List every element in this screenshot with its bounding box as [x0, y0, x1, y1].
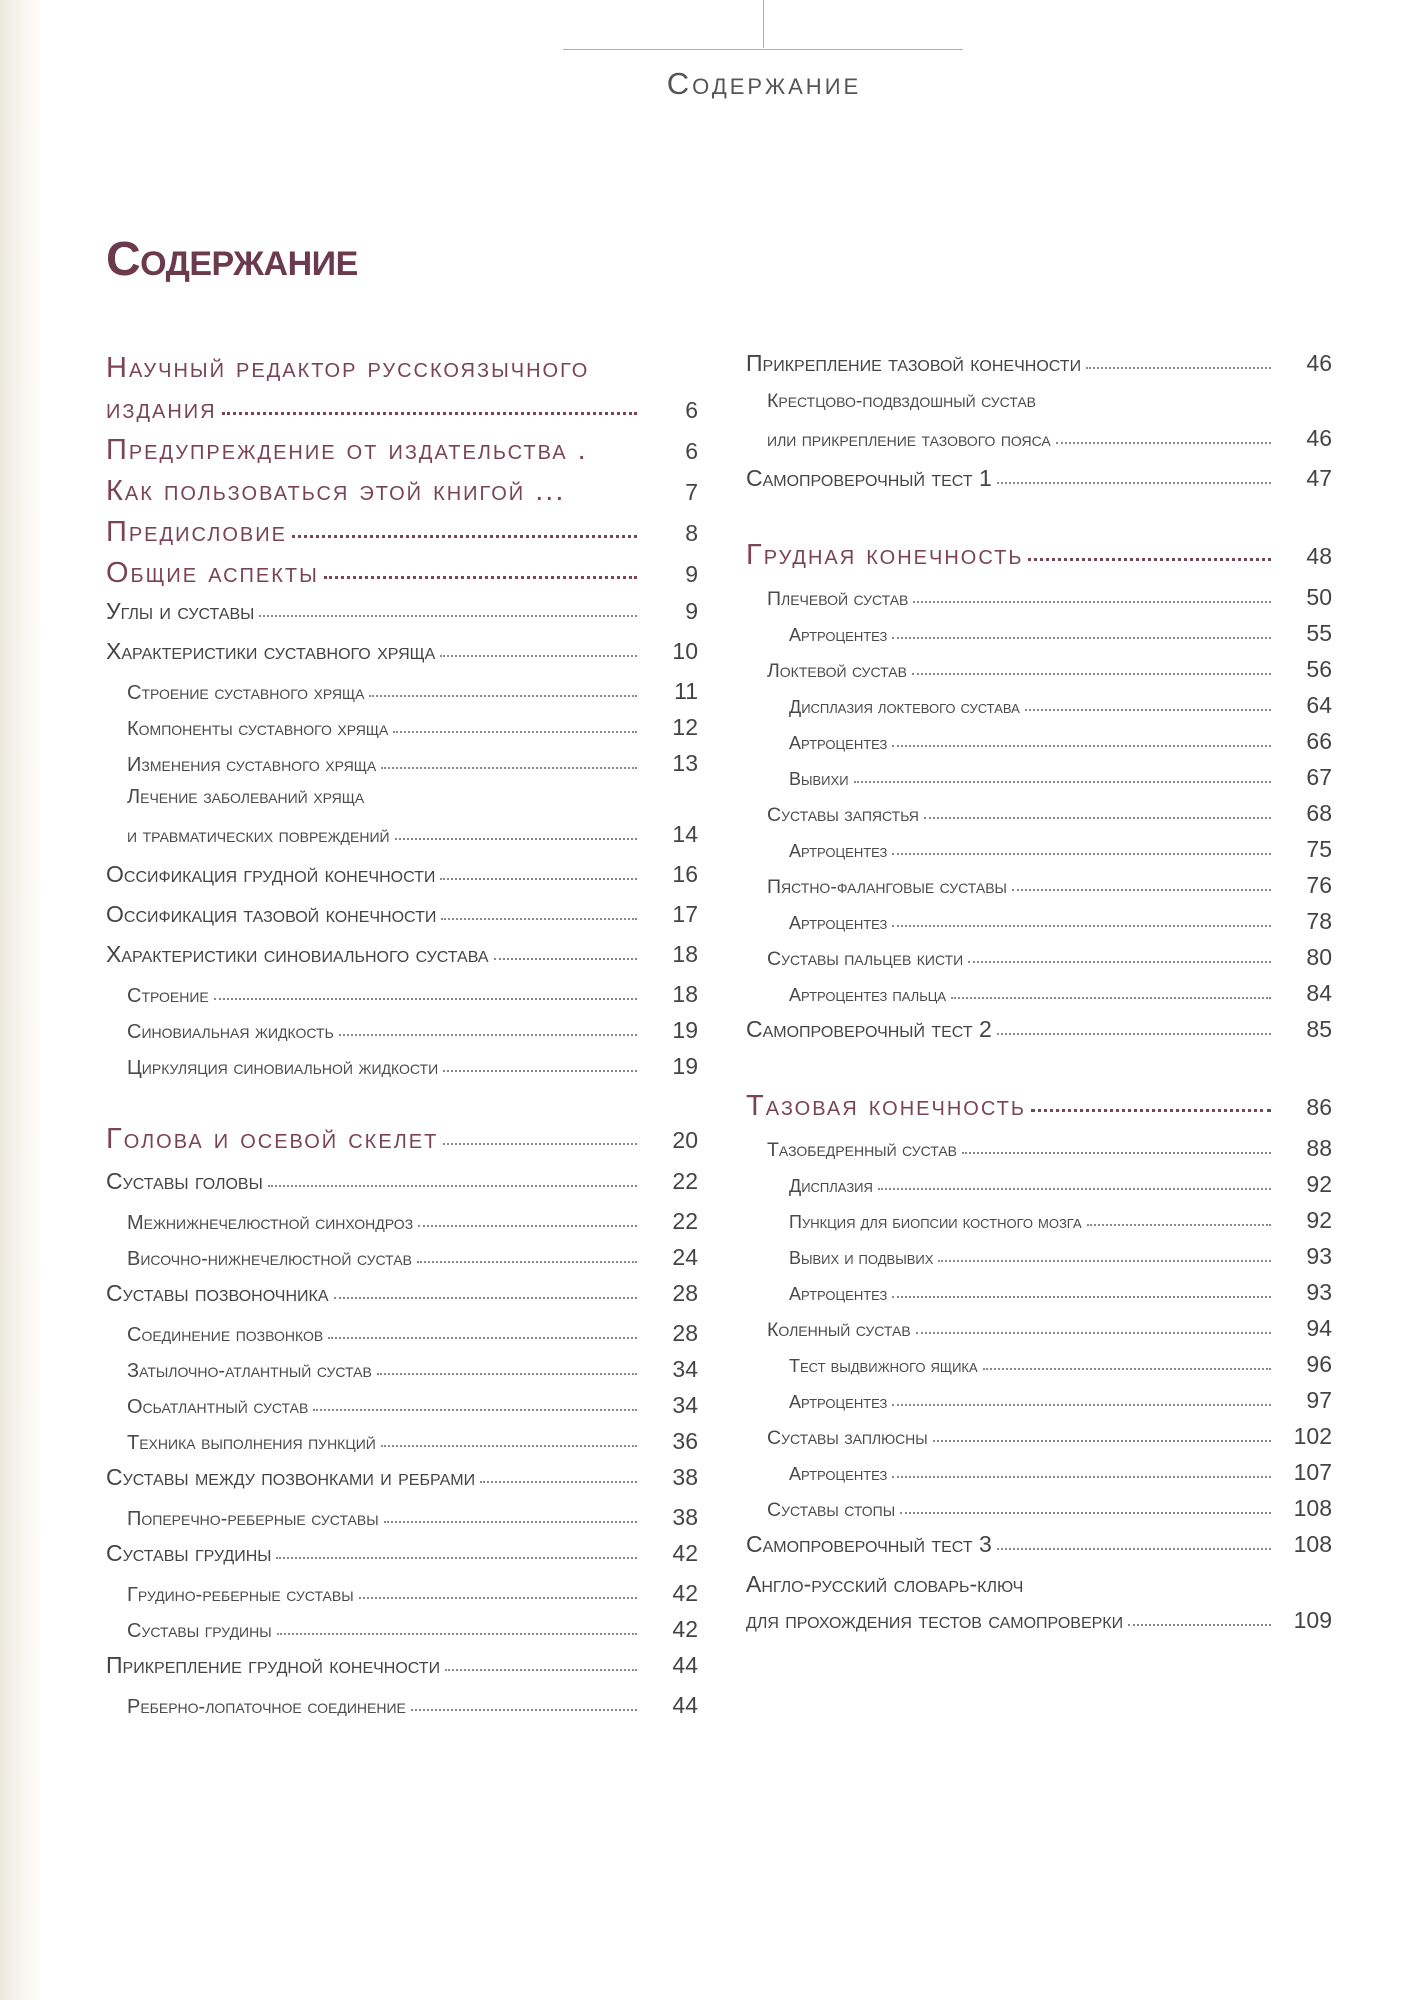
toc-entry-title: Артроцентез пальца — [789, 985, 947, 1005]
toc-page-number: 34 — [672, 1392, 698, 1418]
section-gap — [746, 505, 1332, 539]
toc-entry-title: Суставы позвоночника — [106, 1280, 329, 1306]
leader-dots — [411, 1704, 637, 1711]
leader-dots — [938, 1256, 1271, 1263]
toc-entry-title: Синовиальная жидкость — [127, 1021, 334, 1043]
toc-entry-title: Затылочно-атлантный сустав — [127, 1360, 372, 1382]
toc-page-number: 22 — [672, 1208, 698, 1234]
toc-entry-general-aspects[interactable] — [106, 557, 698, 598]
toc-entry-title: Соединение позвонков — [127, 1324, 324, 1346]
toc-page-number: 86 — [1306, 1094, 1332, 1120]
toc-entry[interactable] — [746, 1279, 1332, 1315]
leader-dots — [292, 528, 637, 538]
leader-dots — [933, 1435, 1271, 1442]
toc-entry[interactable] — [106, 1244, 698, 1280]
toc-entry-title: Самопроверочный тест 2 — [746, 1016, 992, 1042]
toc-entry[interactable] — [106, 750, 698, 786]
leader-dots — [369, 690, 637, 697]
toc-page-number: 44 — [672, 1652, 698, 1678]
toc-page-number: 68 — [1306, 800, 1332, 826]
toc-entry-title: Суставы стопы — [767, 1499, 896, 1521]
toc-entry[interactable] — [746, 1135, 1332, 1171]
toc-page-number: 42 — [672, 1540, 698, 1566]
toc-page-number: 44 — [672, 1692, 698, 1718]
toc-entry-title: Углы и суставы — [106, 598, 255, 624]
toc-entry[interactable] — [746, 656, 1332, 692]
toc-entry-glossary[interactable] — [746, 1571, 1332, 1647]
toc-entry[interactable] — [746, 944, 1332, 980]
toc-entry[interactable] — [106, 1053, 698, 1089]
toc-entry[interactable] — [106, 1652, 698, 1692]
toc-entry[interactable] — [746, 1495, 1332, 1531]
leader-dots — [440, 872, 637, 880]
toc-entry[interactable] — [106, 1616, 698, 1652]
toc-entry-title: Предупреждение от издательства . — [106, 434, 588, 466]
toc-page-number: 46 — [1306, 350, 1332, 376]
leader-dots — [593, 449, 637, 456]
toc-page-number: 19 — [672, 1053, 698, 1079]
toc-page-number: 22 — [672, 1168, 698, 1194]
toc-entry[interactable] — [746, 728, 1332, 764]
toc-entry[interactable] — [106, 981, 698, 1017]
toc-entry[interactable] — [746, 1423, 1332, 1459]
toc-page-number: 42 — [672, 1616, 698, 1642]
toc-entry[interactable] — [746, 1315, 1332, 1351]
toc-entry[interactable] — [746, 692, 1332, 728]
leader-dots — [878, 1184, 1271, 1191]
toc-entry-title: Техника выполнения пункций — [127, 1432, 376, 1454]
leader-dots — [1128, 1618, 1271, 1626]
toc-entry-title-line2: или прикрепление тазового пояса — [767, 429, 1051, 451]
toc-entry-title: Тест выдвижного ящика — [789, 1356, 978, 1376]
leader-dots — [1012, 884, 1271, 891]
leader-dots — [900, 1507, 1271, 1514]
toc-entry[interactable] — [106, 1320, 698, 1356]
leader-dots — [892, 741, 1271, 748]
toc-page-number: 6 — [685, 397, 698, 423]
toc-entry[interactable] — [106, 1692, 698, 1728]
toc-entry[interactable] — [106, 786, 698, 861]
toc-entry[interactable] — [746, 764, 1332, 800]
leader-dots — [313, 1404, 637, 1411]
toc-page-number: 92 — [1306, 1207, 1332, 1233]
toc-entry[interactable] — [106, 1356, 698, 1392]
toc-entry-title: Суставы грудины — [106, 1540, 272, 1566]
toc-entry-title: Оссификация грудной конечности — [106, 861, 436, 887]
toc-page-number: 64 — [1306, 692, 1332, 718]
leader-dots — [983, 1364, 1271, 1371]
toc-entry[interactable] — [746, 1351, 1332, 1387]
leader-dots — [892, 1292, 1271, 1299]
leader-dots — [480, 1475, 637, 1483]
toc-page-number: 102 — [1293, 1423, 1332, 1449]
page-title: Содержание — [106, 233, 358, 286]
toc-entry[interactable] — [746, 800, 1332, 836]
toc-entry-title: Осьатлантный сустав — [127, 1396, 309, 1418]
toc-page-number: 7 — [685, 479, 698, 505]
leader-dots — [277, 1628, 637, 1635]
toc-entry[interactable] — [106, 1464, 698, 1504]
toc-page-number: 13 — [672, 750, 698, 776]
toc-entry-title: Артроцентез — [789, 913, 888, 933]
leader-dots — [268, 1179, 637, 1187]
toc-page-number: 36 — [672, 1428, 698, 1454]
toc-entry[interactable] — [746, 1459, 1332, 1495]
toc-page-number: 16 — [672, 861, 698, 887]
leader-dots — [395, 833, 637, 840]
toc-page-number: 9 — [685, 598, 698, 624]
toc-entry-title: Суставы заплюсны — [767, 1427, 928, 1449]
toc-entry-how-to-use[interactable] — [106, 475, 698, 516]
toc-entry[interactable] — [746, 1531, 1332, 1571]
toc-entry-title: Прикрепление тазовой конечности — [746, 350, 1082, 376]
leader-dots — [445, 1663, 637, 1671]
toc-entry[interactable] — [106, 1208, 698, 1244]
leader-dots — [892, 921, 1271, 928]
toc-entry[interactable] — [746, 465, 1332, 505]
header-horizontal-rule — [563, 49, 963, 50]
toc-entry-title: Плечевой сустав — [767, 588, 909, 610]
page-gutter-shadow — [0, 0, 42, 2000]
toc-entry[interactable] — [106, 861, 698, 901]
toc-page-number: 18 — [672, 941, 698, 967]
toc-page-number: 107 — [1293, 1459, 1332, 1485]
toc-entry-title: Характеристики суставного хряща — [106, 638, 436, 664]
toc-entry-title: Реберно-лопаточное соединение — [127, 1696, 406, 1718]
toc-entry[interactable] — [106, 1017, 698, 1053]
toc-entry[interactable] — [746, 872, 1332, 908]
toc-page-number: 109 — [1293, 1607, 1332, 1633]
toc-section-head-axial[interactable] — [106, 1123, 698, 1168]
toc-entry[interactable] — [746, 584, 1332, 620]
toc-page-number: 9 — [685, 561, 698, 587]
toc-entry[interactable] — [106, 1504, 698, 1540]
leader-dots — [381, 762, 637, 769]
toc-page-number: 94 — [1306, 1315, 1332, 1341]
toc-entry-title-line2: издания — [106, 393, 217, 425]
toc-entry-title: Самопроверочный тест 3 — [746, 1531, 992, 1557]
toc-page-number: 10 — [672, 638, 698, 664]
toc-entry-title: Вывих и подвывих — [789, 1248, 934, 1268]
toc-entry-title: Суставы пальцев кисти — [767, 948, 964, 970]
toc-page-number: 108 — [1293, 1531, 1332, 1557]
toc-entry-title: Строение суставного хряща — [127, 682, 365, 704]
toc-entry-title-line1: Англо-русский словарь-ключ — [746, 1571, 1024, 1597]
toc-entry-title: Изменения суставного хряща — [127, 754, 377, 776]
leader-dots — [441, 912, 637, 920]
leader-dots — [440, 649, 637, 657]
toc-entry[interactable] — [106, 1428, 698, 1464]
leader-dots — [494, 952, 637, 960]
leader-dots — [968, 956, 1271, 963]
toc-entry-title: Суставы запястья — [767, 804, 919, 826]
toc-entry[interactable] — [106, 1540, 698, 1580]
toc-entry-title: Строение — [127, 985, 209, 1007]
toc-entry-title-line2: и травматических повреждений — [127, 825, 390, 847]
leader-dots — [1031, 1102, 1271, 1112]
leader-dots — [1028, 551, 1271, 561]
toc-entry[interactable] — [746, 908, 1332, 944]
leader-dots — [1025, 705, 1271, 712]
toc-entry-title: Вывихи — [789, 769, 849, 789]
toc-entry[interactable] — [106, 901, 698, 941]
toc-entry[interactable] — [106, 714, 698, 750]
toc-page-number: 19 — [672, 1017, 698, 1043]
toc-section-head-thoracic[interactable] — [746, 539, 1332, 584]
toc-entry[interactable] — [746, 620, 1332, 656]
toc-page-number: 46 — [1306, 425, 1332, 451]
toc-entry-title: Поперечно-реберные суставы — [127, 1508, 379, 1530]
toc-entry-title: Артроцентез — [789, 733, 888, 753]
toc-page-number: 6 — [685, 438, 698, 464]
toc-entry-title: Артроцентез — [789, 625, 888, 645]
toc-page-number: 76 — [1306, 872, 1332, 898]
section-gap — [106, 1089, 698, 1123]
leader-dots — [892, 849, 1271, 856]
toc-page-number: 78 — [1306, 908, 1332, 934]
leader-dots — [214, 993, 637, 1000]
toc-page-number: 92 — [1306, 1171, 1332, 1197]
toc-entry[interactable] — [746, 1387, 1332, 1423]
toc-entry-title-line1: Крестцово-подвздошный сустав — [767, 390, 1037, 412]
toc-entry[interactable] — [106, 598, 698, 638]
toc-page-number: 38 — [672, 1504, 698, 1530]
toc-page-number: 93 — [1306, 1243, 1332, 1269]
toc-page-number: 8 — [685, 520, 698, 546]
leader-dots — [334, 1291, 638, 1299]
toc-page-number: 85 — [1306, 1016, 1332, 1042]
leader-dots — [997, 1542, 1271, 1550]
toc-entry-title: Артроцентез — [789, 1392, 888, 1412]
toc-entry-title: Суставы между позвонками и ребрами — [106, 1464, 476, 1490]
toc-entry-title: Межнижнечелюстной синхондроз — [127, 1212, 414, 1234]
toc-entry[interactable] — [746, 390, 1332, 465]
toc-entry-title: Прикрепление грудной конечности — [106, 1652, 441, 1678]
leader-dots — [997, 1027, 1271, 1035]
toc-entry-title: Грудная конечность — [746, 539, 1024, 571]
leader-dots — [381, 1440, 637, 1447]
toc-page-number: 24 — [672, 1244, 698, 1270]
leader-dots — [924, 812, 1271, 819]
toc-entry-title: Артроцентез — [789, 841, 888, 861]
toc-page-number: 66 — [1306, 728, 1332, 754]
toc-entry[interactable] — [106, 1280, 698, 1320]
leader-dots — [892, 633, 1271, 640]
toc-entry[interactable] — [106, 1580, 698, 1616]
toc-page-number: 55 — [1306, 620, 1332, 646]
toc-entry-title: Оссификация тазовой конечности — [106, 901, 437, 927]
toc-entry-title: Локтевой сустав — [767, 660, 907, 682]
leader-dots — [1086, 361, 1271, 369]
toc-page-number: 47 — [1306, 465, 1332, 491]
toc-page-number: 108 — [1293, 1495, 1332, 1521]
toc-entry[interactable] — [106, 638, 698, 678]
leader-dots — [359, 1592, 637, 1599]
toc-entry[interactable] — [106, 941, 698, 981]
toc-page-number: 28 — [672, 1280, 698, 1306]
toc-entry-title-line1: Научный редактор русскоязычного — [106, 352, 590, 384]
toc-page-number: 28 — [672, 1320, 698, 1346]
toc-page-number: 56 — [1306, 656, 1332, 682]
toc-entry-title: Грудино-реберные суставы — [127, 1584, 354, 1606]
toc-entry-title: Суставы грудины — [127, 1620, 272, 1642]
leader-dots — [997, 476, 1271, 484]
toc-entry[interactable] — [106, 678, 698, 714]
toc-entry-title: Суставы головы — [106, 1168, 263, 1194]
toc-entry[interactable] — [746, 1243, 1332, 1279]
leader-dots — [443, 1136, 637, 1145]
toc-entry-title: Голова и осевой скелет — [106, 1123, 439, 1155]
toc-page-number: 93 — [1306, 1279, 1332, 1305]
toc-entry[interactable] — [746, 350, 1332, 390]
toc-right-column — [746, 350, 1332, 1647]
toc-entry-title: Пястно-фаланговые суставы — [767, 876, 1007, 898]
toc-entry[interactable] — [106, 1392, 698, 1428]
toc-entry-title: Артроцентез — [789, 1284, 888, 1304]
leader-dots — [339, 1029, 637, 1036]
toc-entry-title: Дисплазия локтевого сустава — [789, 697, 1020, 717]
leader-dots — [912, 668, 1271, 675]
toc-entry-title: Коленный сустав — [767, 1319, 911, 1341]
toc-entry[interactable] — [106, 1168, 698, 1208]
leader-dots — [443, 1065, 637, 1072]
leader-dots — [892, 1472, 1271, 1479]
leader-dots — [570, 490, 637, 497]
leader-dots — [916, 1327, 1271, 1334]
leader-dots — [892, 1400, 1271, 1407]
toc-page-number: 48 — [1306, 543, 1332, 569]
toc-entry-publisher-warning[interactable] — [106, 434, 698, 475]
leader-dots — [854, 777, 1271, 784]
toc-entry-title: Пункция для биопсии костного мозга — [789, 1212, 1082, 1232]
leader-dots — [393, 726, 637, 733]
toc-entry[interactable] — [746, 836, 1332, 872]
toc-page-number: 50 — [1306, 584, 1332, 610]
toc-entry-title: Как пользоваться этой книгой ... — [106, 475, 566, 507]
leader-dots — [328, 1332, 637, 1339]
toc-page-number: 80 — [1306, 944, 1332, 970]
toc-page-number: 84 — [1306, 980, 1332, 1006]
toc-entry-title: Артроцентез — [789, 1464, 888, 1484]
toc-entry-title: Характеристики синовиального сустава — [106, 941, 489, 967]
toc-entry-title: Тазовая конечность — [746, 1090, 1026, 1122]
toc-page-number: 11 — [674, 678, 698, 704]
toc-page-number: 75 — [1306, 836, 1332, 862]
header-vertical-rule — [763, 0, 764, 48]
toc-entry-title: Предисловие — [106, 516, 287, 548]
toc-entry-preface[interactable] — [106, 516, 698, 557]
toc-page-number: 67 — [1306, 764, 1332, 790]
leader-dots — [222, 405, 637, 415]
leader-dots — [1087, 1220, 1271, 1227]
toc-section-head-pelvic[interactable] — [746, 1090, 1332, 1135]
toc-entry-title: Тазобедренный сустав — [767, 1139, 958, 1161]
leader-dots — [418, 1220, 637, 1227]
toc-page-number: 34 — [672, 1356, 698, 1382]
leader-dots — [417, 1256, 637, 1263]
toc-entry-title: Циркуляция синовиальной жидкости — [127, 1057, 439, 1079]
section-gap — [746, 1056, 1332, 1090]
toc-page-number: 42 — [672, 1580, 698, 1606]
toc-entry-title-line2: для прохождения тестов самопроверки — [746, 1607, 1124, 1633]
toc-entry-title-line1: Лечение заболеваний хряща — [127, 786, 365, 808]
leader-dots — [377, 1368, 637, 1375]
toc-entry-title: Компоненты суставного хряща — [127, 718, 389, 740]
leader-dots — [276, 1551, 637, 1559]
toc-entry[interactable] — [746, 1207, 1332, 1243]
toc-entry-title: Дисплазия — [789, 1176, 873, 1196]
toc-entry[interactable] — [746, 980, 1332, 1016]
toc-entry[interactable] — [746, 1016, 1332, 1056]
toc-page-number: 18 — [672, 981, 698, 1007]
toc-entry-title: Общие аспекты — [106, 557, 319, 589]
toc-page-number: 20 — [672, 1127, 698, 1153]
toc-page-number: 14 — [672, 821, 698, 847]
toc-entry-editor[interactable] — [106, 352, 698, 434]
toc-page-number: 97 — [1306, 1387, 1332, 1413]
leader-dots — [951, 993, 1271, 1000]
leader-dots — [384, 1516, 637, 1523]
toc-page-number: 17 — [672, 901, 698, 927]
toc-page-number: 12 — [672, 714, 698, 740]
toc-page-number: 88 — [1306, 1135, 1332, 1161]
toc-page-number: 38 — [672, 1464, 698, 1490]
toc-entry-title: Самопроверочный тест 1 — [746, 465, 992, 491]
leader-dots — [913, 596, 1271, 603]
toc-entry-title: Височно-нижнечелюстной сустав — [127, 1248, 412, 1270]
toc-page-number: 96 — [1306, 1351, 1332, 1377]
running-head: Содержание — [666, 66, 862, 101]
leader-dots — [324, 569, 637, 579]
leader-dots — [1056, 437, 1271, 444]
leader-dots — [962, 1147, 1271, 1154]
toc-left-column — [106, 352, 698, 1728]
leader-dots — [259, 609, 637, 617]
toc-entry[interactable] — [746, 1171, 1332, 1207]
